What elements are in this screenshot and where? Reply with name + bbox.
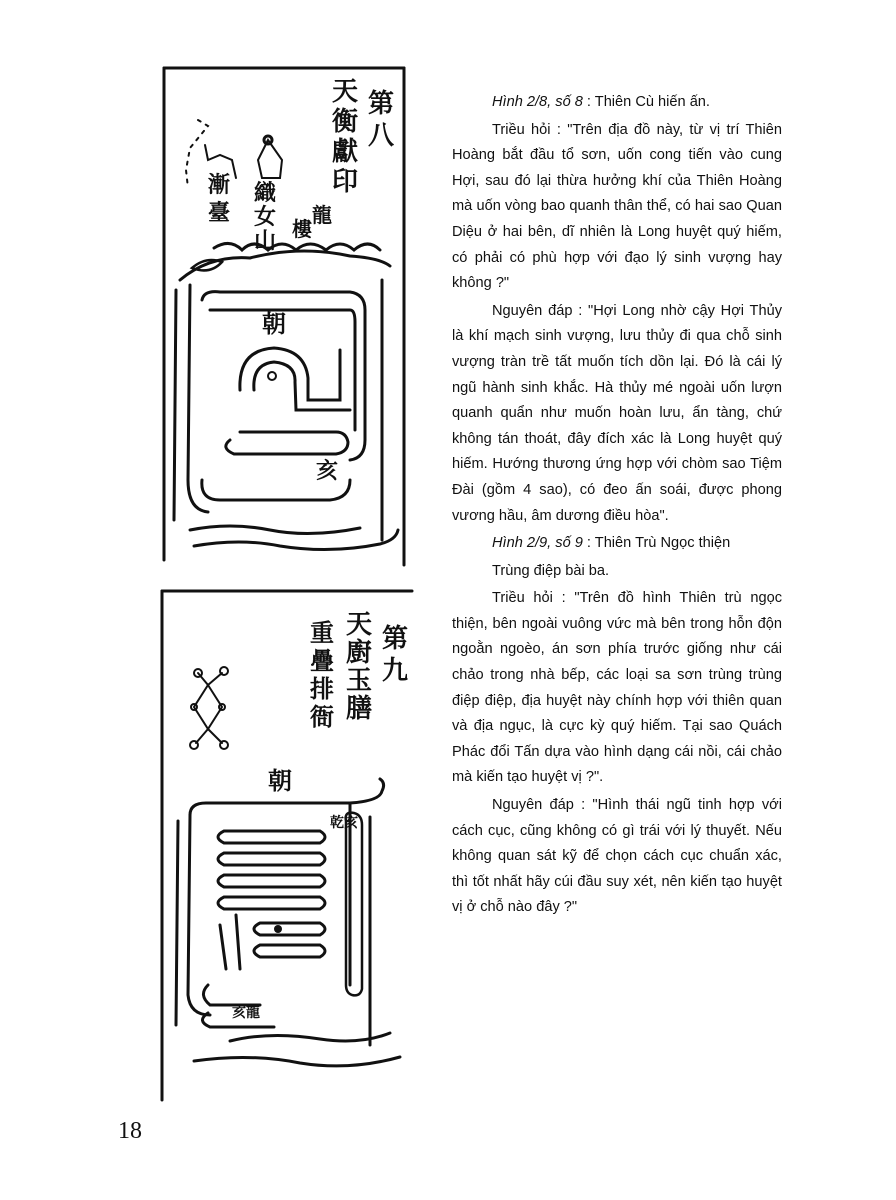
fig9-number-char-1: 第	[382, 624, 409, 654]
fig8-label-left-2: 臺	[208, 201, 231, 226]
fig9-title-char-3: 玉	[346, 666, 373, 696]
fig9-title-char-1: 天	[346, 610, 373, 640]
figure-9-diagram	[150, 585, 420, 1105]
fig8-label-right-2: 樓	[292, 217, 312, 241]
fig9-subtitle-char-3: 排	[310, 675, 334, 703]
caption-figure-8-ref: Hình 2/8, số 8	[492, 94, 583, 110]
fig8-title-char-1: 天	[332, 77, 359, 107]
fig8-chao-label: 朝	[262, 310, 286, 338]
caption-figure-9-subtitle: Trùng điệp bài ba.	[492, 562, 610, 579]
caption-figure-9	[452, 531, 782, 557]
fig8-label-left-1: 漸	[208, 173, 231, 198]
caption-figure-9-title: : Thiên Trù Ngọc thiện	[582, 535, 731, 552]
fig9-subtitle-char-2: 疊	[310, 647, 334, 675]
fig9-title-char-4: 膳	[346, 694, 373, 724]
paragraph-question-2: Triều hỏi : "Trên đồ hình Thiên trù ngọc thiện, bên ngoài vuông vức mà bên trong hỗn độn ngoằn ngoèo, án sơn phía trước giống như cái chảo trong nhà bếp, các loại sa sơn trùng trùng điệp điệp, địa huyệt này chính hợp với thiên quan và địa ngục, là cực kỳ quý hiếm. Tại sao Quách Phác đổi Tấn dựa vào hình dạng cái nồi, cái chảo mà kiến tạo huyệt vị ?".	[452, 590, 782, 786]
paragraph-answer-1: Nguyên đáp : "Hợi Long nhờ cậy Hợi Thủy là khí mạch sinh vượng, lưu thủy đi qua chỗ sinh vượng tràn trề tất muốn tích dồn lại. Đó là cái lý ngũ hành sinh khắc. Hà thủy mé ngoài uốn lượn quanh quẩn như muốn hoàn lưu, ẩn tàng, chứ không tán thoát, đây đích xác là Long huyệt quý hiếm. Hướng thương ứng hợp với chòm sao Tiệm Đài (gồm 4 sao), có đeo ấn soái, được phong vương hầu, âm dương điều hòa".	[452, 302, 782, 524]
fig8-label-mid-1: 織	[254, 181, 277, 206]
fig9-number-char-2: 九	[382, 656, 409, 686]
fig8-number-char-1: 第	[368, 89, 395, 119]
fig9-label-gen: 乾亥	[330, 815, 358, 831]
caption-figure-8	[452, 90, 782, 116]
fig8-hai-label: 亥	[316, 459, 339, 484]
page-number: 18	[118, 1118, 142, 1144]
paragraph-answer-2: Nguyên đáp : "Hình thái ngũ tinh hợp với cách cục, cũng không có gì trái với lý thuyết. Nếu không quan sát kỹ để chọn cách cục chuẩn xác, thì tốt nhất hãy cúi đầu suy xét, nên kiến tạo huyệt vị ở chỗ nào đây ?"	[452, 797, 782, 916]
fig9-chao-label: 朝	[268, 767, 292, 795]
fig9-subtitle-char-1: 重	[310, 619, 334, 647]
figure-8-diagram	[150, 60, 410, 580]
paragraph-question-1: Triều hỏi : "Trên địa đồ này, từ vị trí Thiên Hoàng bắt đầu tổ sơn, uốn cong tiến vào cung Hợi, sau đó lại thừa hưởng khí của Thiên Hoàng mà uốn vòng bao quanh thân thể, có hai sao Quan Diệu ở hai bên, dĩ nhiên là Long huyệt quý hiếm, có phải có phù hợp với đạo lý sinh vượng hay không ?"	[452, 121, 782, 292]
fig8-title-char-4: 印	[332, 167, 359, 197]
body-text-column	[452, 90, 782, 923]
fig8-label-right-1: 龍	[312, 203, 332, 227]
fig9-title-char-2: 廚	[346, 638, 373, 668]
fig8-label-mid-3: 山	[254, 229, 277, 254]
fig9-subtitle-char-4: 衙	[310, 703, 334, 731]
fig8-label-mid-2: 女	[254, 205, 277, 230]
caption-figure-9-ref: Hình 2/9, số 9	[492, 535, 583, 552]
caption-figure-8-title: : Thiên Cù hiến ấn.	[582, 94, 710, 110]
fig8-number-char-2: 八	[368, 121, 395, 151]
fig9-label-bottom: 亥龍	[232, 1005, 260, 1021]
fig8-title-char-2: 衡	[332, 107, 359, 137]
fig8-title-char-3: 獻	[332, 137, 359, 167]
